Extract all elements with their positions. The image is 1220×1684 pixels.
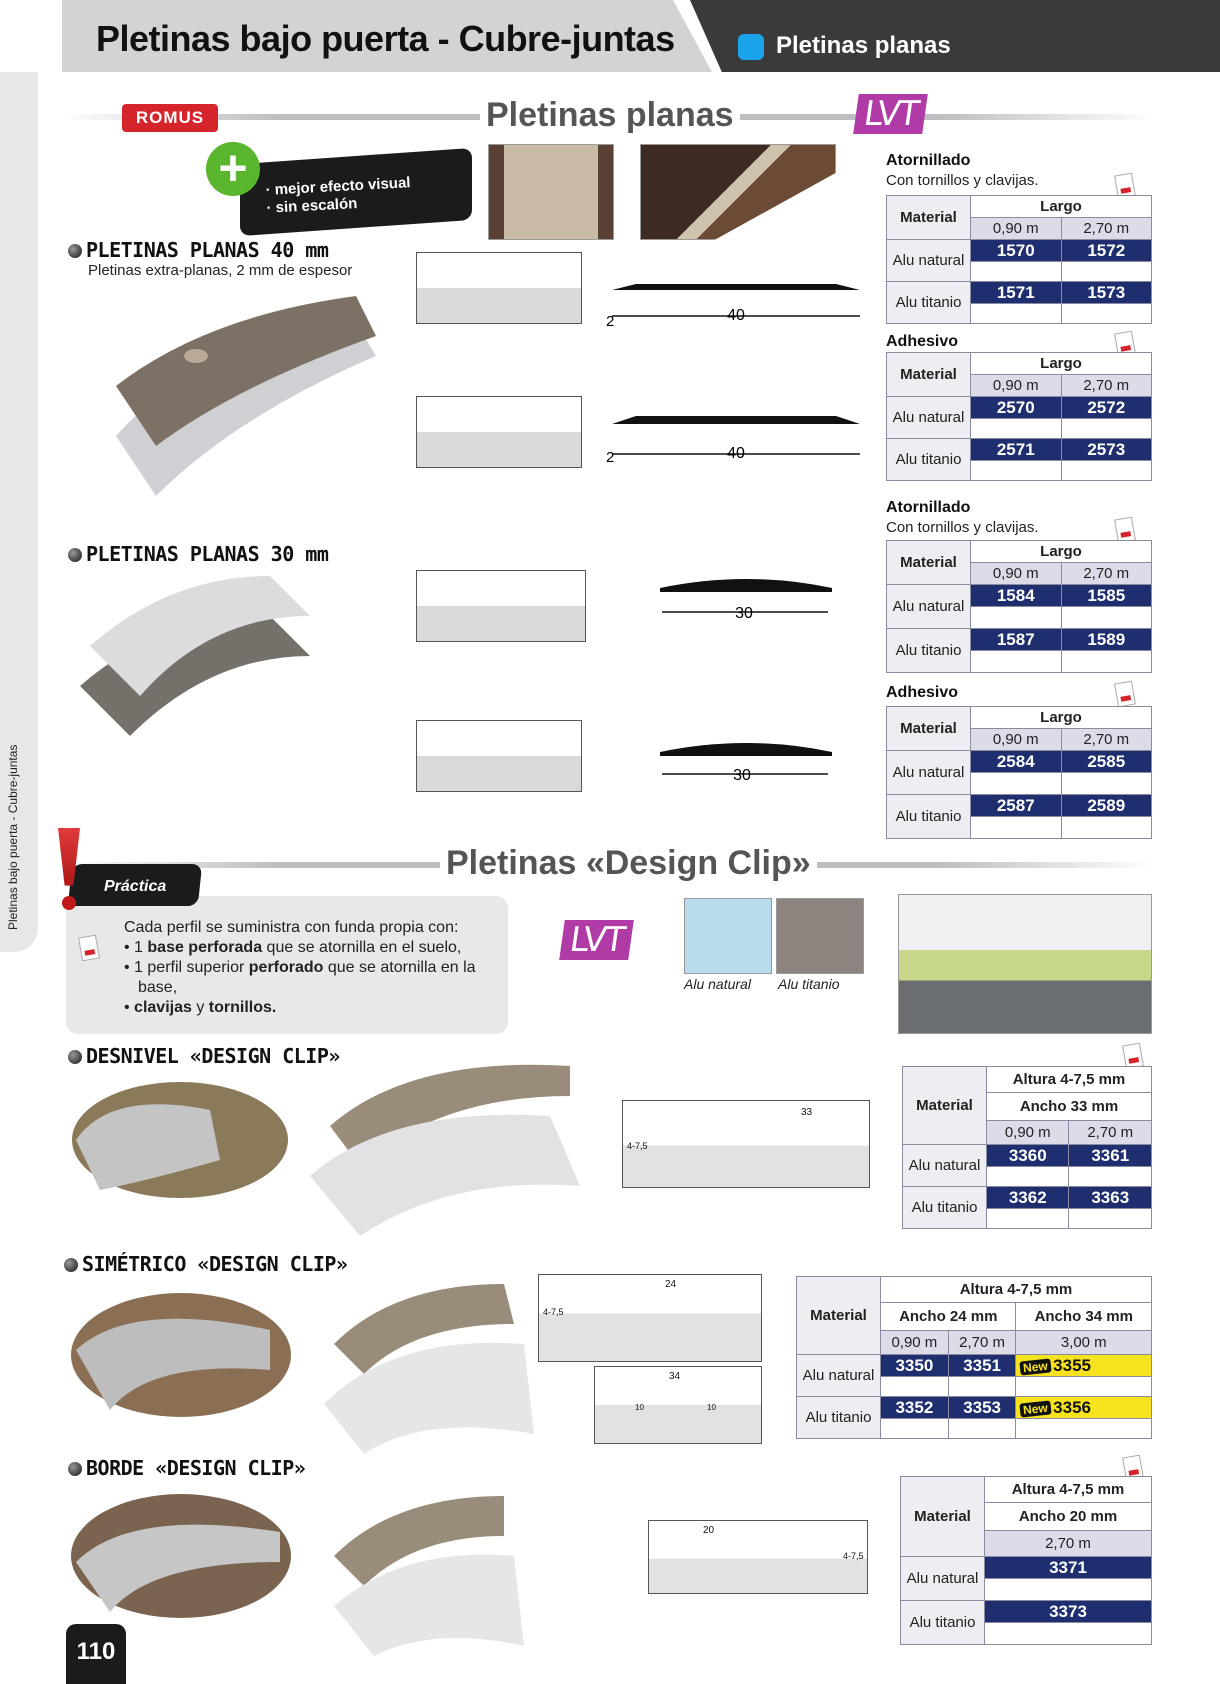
t6-ancho-24: Ancho 24 mm: [881, 1303, 1016, 1331]
bullet-icon: [64, 1258, 78, 1272]
practica-bold: tornillos.: [208, 999, 277, 1016]
t2-size-090: 0,90 m: [971, 375, 1062, 397]
dim-40-label: 40: [727, 307, 745, 324]
t2-material: Material: [887, 353, 971, 397]
dim-10-label: 10: [707, 1403, 716, 1412]
t1-largo: Largo: [971, 196, 1152, 218]
t3-code: 1584: [971, 585, 1062, 607]
t7-code: 3371: [985, 1557, 1152, 1579]
swatch-alu-natural: [684, 898, 772, 974]
dim-2-label: 2: [606, 313, 615, 330]
new-badge: New: [1020, 1400, 1052, 1417]
install-diagram-40-adhesive: [416, 396, 582, 468]
benefits-text: [265, 174, 412, 218]
simetrico-product-render: [304, 1264, 544, 1454]
t5-alu-titanio: Alu titanio: [903, 1187, 987, 1229]
swatch-alu-titanio: [776, 898, 864, 974]
simetrico-diagram-34: [594, 1366, 762, 1444]
lvt-logo: LVT: [853, 94, 928, 134]
practica-item-3: • clavijas y tornillos.: [124, 999, 277, 1016]
desnivel-diagram: [622, 1100, 870, 1188]
t2-alu-titanio: Alu titanio: [887, 439, 971, 481]
profile-section-40-screwed: [596, 256, 866, 336]
practica-item-2-cont: base,: [138, 979, 178, 996]
practica-text-span: 1 perfil superior: [134, 959, 249, 976]
product-render-30mm: [70, 576, 330, 776]
dim-30-label-2: 30: [733, 767, 751, 784]
t3-code: 1587: [971, 629, 1062, 651]
price-table-t7: [900, 1476, 1152, 1645]
t4-code: 2587: [971, 795, 1062, 817]
t5-size-270: 2,70 m: [1069, 1121, 1152, 1145]
section-marker-icon: [738, 34, 764, 60]
dim-34-label: 34: [669, 1371, 681, 1382]
t4-size-270: 2,70 m: [1061, 729, 1152, 751]
install-diagram-40-screwed: [416, 252, 582, 324]
t3-alu-natural: Alu natural: [887, 585, 971, 629]
product-photo-closeup: [488, 144, 614, 240]
t6-code: 3353: [948, 1397, 1016, 1419]
swatch-caption-natural: Alu natural: [684, 976, 751, 992]
t5-ancho: Ancho 33 mm: [987, 1093, 1152, 1121]
t3-largo: Largo: [971, 541, 1152, 563]
t6-new-code-cell: [1016, 1397, 1152, 1419]
heading-pletinas-30-text: PLETINAS PLANAS 30 mm: [86, 542, 329, 566]
t7-material: Material: [901, 1477, 985, 1557]
practica-bold: clavijas: [134, 999, 192, 1016]
borde-diagram: [648, 1520, 868, 1594]
desnivel-closeup-photo: [70, 1080, 290, 1200]
dim-20-label: 20: [703, 1525, 715, 1536]
desnivel-product-render: [300, 1036, 590, 1246]
t3-note: Con tornillos y clavijas.: [886, 519, 1039, 536]
t4-largo: Largo: [971, 707, 1152, 729]
interior-photo: [898, 894, 1152, 1034]
t4-alu-titanio: Alu titanio: [887, 795, 971, 839]
header-section-band: [690, 0, 1220, 72]
lvt-logo-2: LVT: [559, 920, 634, 960]
t1-note: Con tornillos y clavijas.: [886, 172, 1039, 189]
section-title-design-clip: Pletinas «Design Clip»: [440, 844, 817, 883]
t7-altura: Altura 4-7,5 mm: [985, 1477, 1152, 1503]
benefit-1: · mejor efecto visual: [265, 174, 411, 199]
section-title-pletinas-planas: Pletinas planas: [480, 96, 740, 135]
hang-tag-icon: [78, 935, 100, 962]
t5-code: 3361: [1069, 1145, 1152, 1167]
new-badge: New: [1020, 1358, 1052, 1375]
heading-pletinas-40-text: PLETINAS PLANAS 40 mm: [86, 238, 329, 262]
dim-40-label-2: 40: [727, 445, 745, 462]
t6-size-270: 2,70 m: [948, 1331, 1016, 1355]
dim-30-label: 30: [735, 605, 753, 622]
t1-code: 1570: [971, 240, 1062, 262]
dim-height-label: 4-7,5: [843, 1551, 864, 1561]
product-render-40mm: [86, 296, 406, 516]
dim-height-label: 4-7,5: [627, 1141, 648, 1151]
dim-24-label: 24: [665, 1279, 677, 1290]
t6-ancho-34: Ancho 34 mm: [1016, 1303, 1152, 1331]
t6-material: Material: [797, 1277, 881, 1355]
practica-text-span: 1: [134, 939, 148, 956]
dim-2-label-2: 2: [606, 449, 615, 466]
t4-alu-natural: Alu natural: [887, 751, 971, 795]
t4-code: 2589: [1061, 795, 1152, 817]
t1-size-270: 2,70 m: [1061, 218, 1152, 240]
dim-height-label: 4-7,5: [543, 1307, 564, 1317]
dim-33-label: 33: [801, 1107, 813, 1118]
practica-text-span: que se atornilla en el suelo,: [262, 939, 462, 956]
practica-text-span: que se atornilla en la: [323, 959, 476, 976]
t1-size-090: 0,90 m: [971, 218, 1062, 240]
heading-simetrico-text: SIMÉTRICO «DESIGN CLIP»: [82, 1252, 348, 1276]
install-diagram-30-adhesive: [416, 720, 582, 792]
heading-desnivel-text: DESNIVEL «DESIGN CLIP»: [86, 1044, 340, 1068]
t1-code: 1573: [1061, 282, 1152, 304]
romus-logo: ROMUS: [122, 104, 218, 132]
t6-alu-titanio: Alu titanio: [797, 1397, 881, 1439]
bullet-icon: [68, 1462, 82, 1476]
plus-icon: +: [206, 142, 260, 196]
header-section-label: Pletinas planas: [776, 32, 951, 59]
t2-alu-natural: Alu natural: [887, 397, 971, 439]
t2-largo: Largo: [971, 353, 1152, 375]
price-table-t6: [796, 1276, 1152, 1439]
bullet-icon: [68, 1050, 82, 1064]
t3-heading: Atornillado: [886, 499, 971, 516]
exclamation-dot-icon: [62, 896, 76, 910]
t2-code: 2573: [1061, 439, 1152, 461]
practica-label: Práctica: [104, 878, 167, 895]
profile-section-30-adhesive: [656, 734, 836, 794]
price-table-t3: [886, 540, 1152, 673]
t3-material: Material: [887, 541, 971, 585]
t7-code: 3373: [985, 1601, 1152, 1623]
t5-code: 3360: [987, 1145, 1069, 1167]
t5-code: 3362: [987, 1187, 1069, 1209]
bullet-icon: [68, 244, 82, 258]
heading-pletinas-40: [68, 238, 328, 262]
borde-closeup-photo: [70, 1492, 292, 1620]
practica-bold: perforado: [248, 959, 324, 976]
t3-size-090: 0,90 m: [971, 563, 1062, 585]
t6-code: 3352: [881, 1397, 949, 1419]
t6-size-090: 0,90 m: [881, 1331, 949, 1355]
t5-code: 3363: [1069, 1187, 1152, 1209]
price-table-t1: [886, 195, 1152, 324]
benefit-2: · sin escalón: [266, 195, 358, 217]
t2-code: 2570: [971, 397, 1062, 419]
t6-alu-natural: Alu natural: [797, 1355, 881, 1397]
t6-code: 3351: [948, 1355, 1016, 1377]
t1-code: 1571: [971, 282, 1062, 304]
floor-photo: [640, 144, 836, 240]
bullet-icon: [68, 548, 82, 562]
t3-code: 1589: [1061, 629, 1152, 651]
t6-size-300: 3,00 m: [1016, 1331, 1152, 1355]
t7-alu-titanio: Alu titanio: [901, 1601, 985, 1645]
install-diagram-30-screwed: [416, 570, 586, 642]
price-table-t5: [902, 1066, 1152, 1229]
t5-alu-natural: Alu natural: [903, 1145, 987, 1187]
practica-text-span: y: [191, 999, 209, 1016]
price-table-t4: [886, 706, 1152, 839]
t4-code: 2584: [971, 751, 1062, 773]
t6-altura: Altura 4-7,5 mm: [881, 1277, 1152, 1303]
practica-text: [124, 918, 476, 1018]
t1-alu-natural: Alu natural: [887, 240, 971, 282]
t2-code: 2572: [1061, 397, 1152, 419]
page-title: Pletinas bajo puerta - Cubre-juntas: [96, 18, 675, 59]
t5-size-090: 0,90 m: [987, 1121, 1069, 1145]
swatch-caption-titanio: Alu titanio: [778, 976, 840, 992]
t4-heading: Adhesivo: [886, 684, 959, 701]
t1-material: Material: [887, 196, 971, 240]
price-table-t2: [886, 352, 1152, 481]
t2-code: 2571: [971, 439, 1062, 461]
t3-alu-titanio: Alu titanio: [887, 629, 971, 673]
t3-size-270: 2,70 m: [1061, 563, 1152, 585]
t4-code: 2585: [1061, 751, 1152, 773]
t1-code: 1572: [1061, 240, 1152, 262]
t7-size-270: 2,70 m: [985, 1531, 1152, 1557]
t4-size-090: 0,90 m: [971, 729, 1062, 751]
practica-item-2: • 1 perfil superior perforado que se atornilla en la: [124, 959, 476, 976]
t4-material: Material: [887, 707, 971, 751]
practica-bold: base perforada: [147, 939, 263, 956]
heading-borde-text: BORDE «DESIGN CLIP»: [86, 1456, 306, 1480]
practica-intro: Cada perfil se suministra con funda propia con:: [124, 919, 459, 936]
t1-alu-titanio: Alu titanio: [887, 282, 971, 324]
t1-heading: Atornillado: [886, 152, 971, 169]
t7-alu-natural: Alu natural: [901, 1557, 985, 1601]
practica-item-1: • 1 base perforada que se atornilla en el suelo,: [124, 939, 462, 956]
t6-new-code: 3356: [1053, 1397, 1091, 1417]
heading-pletinas-30: [68, 542, 328, 566]
t5-material: Material: [903, 1067, 987, 1145]
t6-new-code-cell: [1016, 1355, 1152, 1377]
side-label: Pletinas bajo puerta - Cubre-juntas: [6, 744, 20, 930]
t3-code: 1585: [1061, 585, 1152, 607]
simetrico-closeup-photo: [70, 1290, 292, 1420]
simetrico-diagram-24: [538, 1274, 762, 1362]
dim-10-label: 10: [635, 1403, 644, 1412]
page-number: 110: [66, 1624, 126, 1684]
t2-size-270: 2,70 m: [1061, 375, 1152, 397]
heading-borde: [68, 1456, 305, 1480]
hang-tag-icon: [1114, 681, 1136, 708]
profile-section-30-screwed: [656, 574, 836, 634]
t5-altura: Altura 4-7,5 mm: [987, 1067, 1152, 1093]
subtitle-pletinas-40: Pletinas extra-planas, 2 mm de espesor: [88, 262, 353, 279]
t6-new-code: 3355: [1053, 1355, 1091, 1375]
profile-section-40-adhesive: [596, 392, 866, 472]
borde-product-render: [314, 1476, 544, 1656]
t6-code: 3350: [881, 1355, 949, 1377]
t2-heading: Adhesivo: [886, 333, 959, 350]
t7-ancho: Ancho 20 mm: [985, 1503, 1152, 1531]
